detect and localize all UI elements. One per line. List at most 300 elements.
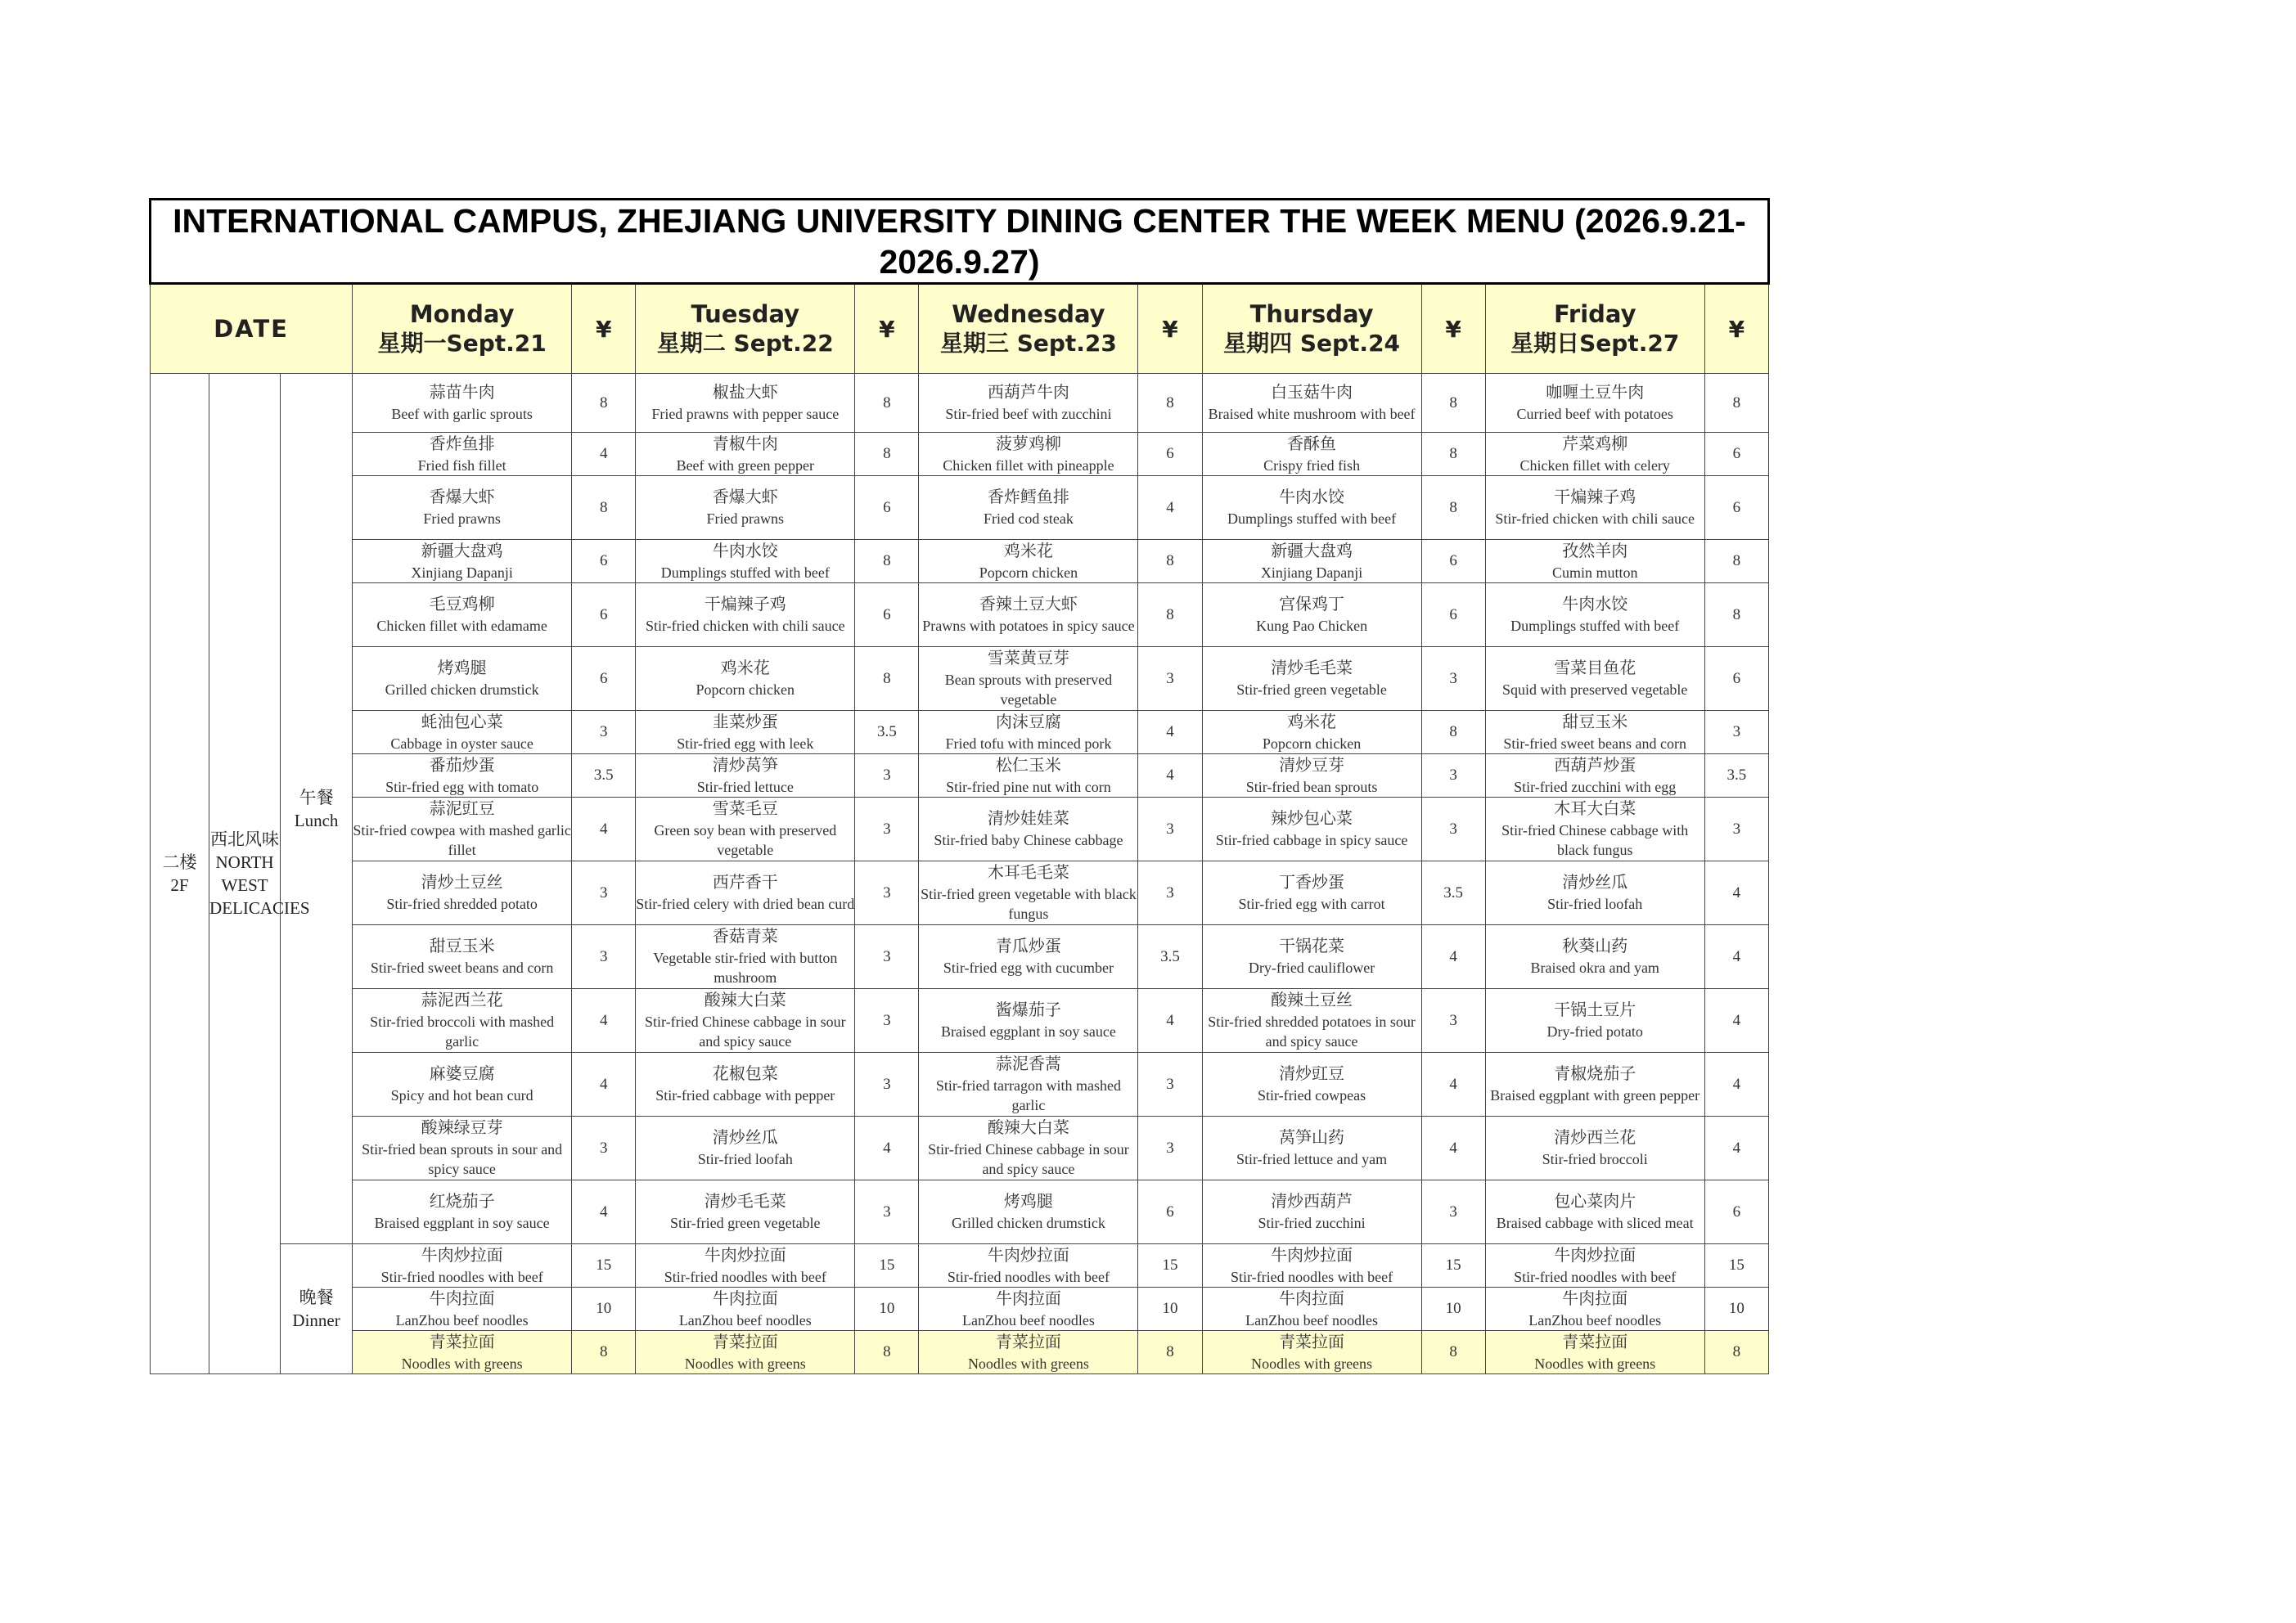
- dish-name-en: Stir-fried noodles with beef: [664, 1268, 826, 1285]
- counter-label-zh: 西北风味: [210, 829, 280, 849]
- dish-price: 4: [1138, 476, 1202, 540]
- dish-name-en: Noodles with greens: [401, 1355, 523, 1372]
- dish-name-en: Vegetable stir-fried with button mushroom: [653, 950, 838, 986]
- dish-cell: [1485, 1288, 1704, 1331]
- dish-cell: [353, 1288, 572, 1331]
- date-header: DATE: [151, 284, 353, 374]
- dish-name-cn: 牛肉水饺: [1562, 596, 1628, 614]
- dish-name-cn: 清炒莴笋: [712, 756, 778, 775]
- header-row: [151, 284, 1769, 374]
- dish-price: 8: [1138, 540, 1202, 583]
- dish-price: 8: [1138, 1331, 1202, 1374]
- dish-name-cn: 丁香炒蛋: [1279, 874, 1345, 892]
- dish-name-en: Bean sprouts with preserved vegetable: [944, 672, 1113, 708]
- dish-name-cn: 秋葵山药: [1562, 937, 1628, 955]
- dish-price: 3.5: [572, 754, 636, 798]
- dish-cell: [1485, 540, 1704, 583]
- dish-name-cn: 香爆大虾: [429, 488, 495, 506]
- dish-name-en: Prawns with potatoes in spicy sauce: [922, 618, 1135, 634]
- dish-name-cn: 酸辣土豆丝: [1271, 991, 1353, 1009]
- dish-price: 3.5: [1421, 861, 1485, 925]
- dish-cell: [1485, 433, 1704, 476]
- dish-name-cn: 菠萝鸡柳: [995, 434, 1061, 453]
- dish-name-en: Dumplings stuffed with beef: [1510, 618, 1680, 634]
- dish-price: 3: [1704, 798, 1768, 861]
- dish-name-cn: 干煸辣子鸡: [704, 596, 786, 614]
- dish-name-cn: 牛肉拉面: [1279, 1289, 1345, 1308]
- dish-price: 6: [1138, 1180, 1202, 1244]
- dish-price: 6: [1138, 433, 1202, 476]
- dish-cell: [1202, 861, 1421, 925]
- dish-name-en: LanZhou beef noodles: [961, 1311, 1095, 1329]
- dish-name-cn: 清炒西兰花: [1554, 1129, 1636, 1147]
- dish-name-cn: 青椒烧茄子: [1554, 1065, 1636, 1083]
- dish-price: 4: [1138, 989, 1202, 1053]
- dish-name-cn: 香炸鳕鱼排: [987, 488, 1069, 506]
- dish-price: 10: [1421, 1288, 1485, 1331]
- day-date: 星期三 Sept.23: [939, 330, 1117, 357]
- dish-name-cn: 芹菜鸡柳: [1562, 434, 1628, 453]
- dish-price: 3: [1138, 861, 1202, 925]
- dish-name-en: Stir-fried baby Chinese cabbage: [934, 832, 1123, 848]
- dish-price: 3: [855, 1053, 919, 1117]
- dish-name-cn: 香炸鱼排: [429, 434, 495, 453]
- price-header: ¥: [572, 284, 636, 374]
- dish-price: 8: [1421, 711, 1485, 754]
- dish-name-cn: 雪菜黄豆芽: [987, 650, 1069, 668]
- dish-name-en: Stir-fried celery with dried bean curd: [636, 896, 855, 912]
- dish-cell: [919, 798, 1138, 861]
- dish-name-en: Stir-fried broccoli with mashed garlic: [370, 1014, 555, 1050]
- dish-price: 8: [1421, 1331, 1485, 1374]
- dish-price: 15: [572, 1244, 636, 1288]
- day-header-thursday: [1202, 284, 1421, 374]
- dish-cell: [353, 476, 572, 540]
- dish-name-en: Stir-fried green vegetable: [1236, 681, 1387, 698]
- dish-price: 3: [1138, 1053, 1202, 1117]
- dish-name-cn: 莴笋山药: [1279, 1129, 1345, 1147]
- counter-label: [209, 374, 310, 1374]
- dish-price: 8: [572, 1331, 636, 1374]
- dish-cell: [1202, 925, 1421, 989]
- day-date: 星期四 Sept.24: [1223, 330, 1401, 357]
- dish-name-cn: 鸡米花: [1287, 713, 1337, 731]
- dish-name-en: Curried beef with potatoes: [1516, 406, 1673, 422]
- dish-name-cn: 干煸辣子鸡: [1554, 488, 1636, 506]
- dish-price: 3: [572, 861, 636, 925]
- dish-name-cn: 牛肉拉面: [429, 1289, 495, 1308]
- dish-price: 8: [855, 1331, 919, 1374]
- dish-name-cn: 鸡米花: [1003, 542, 1053, 560]
- dish-name-en: Stir-fried shredded potatoes in sour and spicy sauce: [1208, 1014, 1416, 1050]
- dinner-row: [151, 1288, 1769, 1331]
- dish-name-cn: 清炒毛毛菜: [704, 1193, 786, 1211]
- dish-price: 3.5: [855, 711, 919, 754]
- dish-name-cn: 清炒西葫芦: [1271, 1193, 1353, 1211]
- dish-price: 4: [855, 1117, 919, 1180]
- dish-price: 4: [1421, 1117, 1485, 1180]
- dish-cell: [919, 1288, 1138, 1331]
- dish-name-cn: 清炒土豆丝: [421, 874, 503, 892]
- dish-price: 8: [1704, 1331, 1768, 1374]
- dish-name-cn: 牛肉炒拉面: [1271, 1246, 1353, 1265]
- dish-name-cn: 宫保鸡丁: [1279, 596, 1345, 614]
- dish-name-en: Grilled chicken drumstick: [385, 681, 539, 698]
- dish-cell: [636, 1053, 855, 1117]
- dish-name-en: Stir-fried egg with carrot: [1238, 896, 1385, 912]
- lunch-row: [151, 1117, 1769, 1180]
- dish-cell: [353, 433, 572, 476]
- dish-name-cn: 西葫芦牛肉: [987, 384, 1069, 402]
- dish-name-cn: 甜豆玉米: [429, 937, 495, 955]
- dish-name-en: Chicken fillet with pineapple: [943, 456, 1114, 474]
- lunch-row: [151, 476, 1769, 540]
- dish-cell: [636, 754, 855, 798]
- dish-name-cn: 牛肉拉面: [712, 1289, 778, 1308]
- dish-name-en: Stir-fried Chinese cabbage in sour and spicy sauce: [928, 1141, 1129, 1177]
- dish-cell: [1485, 1117, 1704, 1180]
- dish-name-en: Stir-fried zucchini with egg: [1514, 778, 1677, 795]
- day-header-friday: [1485, 284, 1704, 374]
- dish-price: 6: [1704, 1180, 1768, 1244]
- dish-name-cn: 蒜泥西兰花: [421, 991, 503, 1009]
- dish-name-cn: 牛肉炒拉面: [987, 1246, 1069, 1265]
- dish-name-cn: 牛肉炒拉面: [421, 1246, 503, 1265]
- dish-name-cn: 松仁玉米: [995, 756, 1061, 775]
- day-name: Tuesday: [691, 300, 800, 328]
- dish-name-en: Fried prawns: [706, 510, 785, 527]
- dish-name-cn: 椒盐大虾: [712, 384, 778, 402]
- dish-name-cn: 西芹香干: [712, 874, 778, 892]
- dish-cell: [636, 540, 855, 583]
- dish-cell: [1202, 711, 1421, 754]
- dish-name-en: Crispy fried fish: [1263, 456, 1361, 474]
- dish-name-cn: 牛肉炒拉面: [704, 1246, 786, 1265]
- dish-name-cn: 香辣土豆大虾: [979, 596, 1078, 614]
- counter-label-en: NORTH WEST DELICACIES: [209, 852, 310, 918]
- dish-name-cn: 甜豆玉米: [1562, 713, 1628, 731]
- dish-cell: [1202, 1117, 1421, 1180]
- dish-name-en: Stir-fried Chinese cabbage with black fungus: [1501, 822, 1689, 858]
- dish-price: 15: [1138, 1244, 1202, 1288]
- dish-name-en: Fried prawns with pepper sauce: [651, 406, 840, 422]
- menu-sheet: [149, 198, 1770, 1374]
- dish-name-en: Popcorn chicken: [696, 681, 795, 698]
- dish-price: 8: [1704, 583, 1768, 647]
- dish-price: 6: [1704, 476, 1768, 540]
- dish-name-en: Beef with green pepper: [676, 456, 814, 474]
- dish-price: 3.5: [1138, 925, 1202, 989]
- dish-name-en: Stir-fried green vegetable: [670, 1215, 821, 1231]
- dish-name-cn: 白玉菇牛肉: [1271, 384, 1353, 402]
- dish-price: 15: [1421, 1244, 1485, 1288]
- dish-name-cn: 毛豆鸡柳: [429, 596, 495, 614]
- dish-name-cn: 红烧茄子: [429, 1193, 495, 1211]
- dish-name-cn: 酱爆茄子: [995, 1001, 1061, 1019]
- dish-name-en: Stir-fried noodles with beef: [947, 1268, 1110, 1285]
- day-date: 星期二 Sept.22: [656, 330, 834, 357]
- dish-name-en: Fried tofu with minced pork: [945, 735, 1112, 752]
- dish-price: 4: [1704, 1117, 1768, 1180]
- dish-name-cn: 酸辣绿豆芽: [421, 1119, 503, 1137]
- dish-cell: [1202, 647, 1421, 711]
- dish-name-cn: 青菜拉面: [1562, 1333, 1628, 1351]
- dish-price: 4: [572, 798, 636, 861]
- dish-price: 8: [1421, 433, 1485, 476]
- dish-name-cn: 牛肉拉面: [995, 1289, 1061, 1308]
- dish-name-en: Braised eggplant with green pepper: [1490, 1087, 1700, 1104]
- dish-name-en: Braised eggplant in soy sauce: [374, 1215, 550, 1231]
- dish-price: 6: [1704, 647, 1768, 711]
- dish-price: 4: [572, 1180, 636, 1244]
- dish-price: 3: [1138, 647, 1202, 711]
- dish-cell: [1202, 989, 1421, 1053]
- dish-name-cn: 新疆大盘鸡: [421, 542, 503, 560]
- dish-price: 4: [572, 1053, 636, 1117]
- dish-name-cn: 酸辣大白菜: [704, 991, 786, 1009]
- dish-name-en: Beef with garlic sprouts: [391, 406, 533, 422]
- dish-name-cn: 鸡米花: [720, 659, 770, 677]
- dish-cell: [1202, 374, 1421, 433]
- dish-name-en: Noodles with greens: [967, 1355, 1089, 1372]
- dish-name-en: LanZhou beef noodles: [1528, 1311, 1662, 1329]
- price-header: ¥: [1704, 284, 1768, 374]
- dish-cell: [1485, 1244, 1704, 1288]
- dish-name-en: Squid with preserved vegetable: [1501, 681, 1688, 698]
- dish-price: 6: [1421, 583, 1485, 647]
- dish-name-en: Fried cod steak: [983, 510, 1074, 527]
- dish-name-en: LanZhou beef noodles: [395, 1311, 529, 1329]
- dish-price: 8: [572, 476, 636, 540]
- dish-price: 3: [1704, 711, 1768, 754]
- dish-price: 4: [1704, 925, 1768, 989]
- dish-price: 8: [1421, 374, 1485, 433]
- dish-cell: [353, 861, 572, 925]
- dish-cell: [353, 583, 572, 647]
- dish-name-cn: 青椒牛肉: [712, 434, 778, 453]
- dish-name-cn: 蒜苗牛肉: [429, 384, 495, 402]
- dish-price: 8: [855, 647, 919, 711]
- day-name: Wednesday: [952, 300, 1105, 328]
- dish-name-en: Xinjiang Dapanji: [1260, 564, 1363, 581]
- dish-price: 10: [572, 1288, 636, 1331]
- dish-name-cn: 清炒丝瓜: [712, 1129, 778, 1147]
- meal-label-lunch-zh: 午餐: [299, 787, 334, 807]
- dish-name-en: Cumin mutton: [1551, 564, 1638, 581]
- dish-name-en: Stir-fried chicken with chili sauce: [646, 618, 845, 634]
- dish-name-en: Kung Pao Chicken: [1256, 618, 1368, 634]
- dish-price: 3: [572, 1117, 636, 1180]
- dish-cell: [636, 647, 855, 711]
- dish-cell: [1202, 583, 1421, 647]
- lunch-row: [151, 861, 1769, 925]
- dish-cell: [1202, 1180, 1421, 1244]
- dish-cell: [636, 1117, 855, 1180]
- dish-cell: [919, 861, 1138, 925]
- dish-name-en: Stir-fried egg with tomato: [385, 778, 539, 795]
- dish-name-cn: 牛肉拉面: [1562, 1289, 1628, 1308]
- dish-name-en: Fried fish fillet: [417, 456, 506, 474]
- dish-price: 8: [855, 540, 919, 583]
- dish-name-en: Stir-fried Chinese cabbage in sour and spicy sauce: [645, 1014, 846, 1050]
- dish-name-cn: 木耳毛毛菜: [987, 864, 1069, 882]
- dish-cell: [1485, 374, 1704, 433]
- dish-name-cn: 蒜泥豇豆: [429, 800, 495, 818]
- dish-price: 10: [855, 1288, 919, 1331]
- dish-cell: [353, 798, 572, 861]
- dish-name-en: Braised white mushroom with beef: [1208, 406, 1416, 422]
- dish-name-en: Stir-fried cowpea with mashed garlic fillet: [353, 822, 571, 858]
- dish-price: 3: [855, 989, 919, 1053]
- dish-name-en: Stir-fried sweet beans and corn: [1503, 735, 1686, 752]
- dish-cell: [353, 1331, 572, 1374]
- dish-price: 4: [1704, 861, 1768, 925]
- dish-price: 3: [855, 925, 919, 989]
- dish-cell: [1485, 647, 1704, 711]
- dish-name-en: Stir-fried bean sprouts in sour and spicy sauce: [362, 1141, 563, 1177]
- dish-name-cn: 酸辣大白菜: [987, 1119, 1069, 1137]
- dish-name-cn: 香菇青菜: [712, 928, 778, 946]
- dish-cell: [919, 1180, 1138, 1244]
- dish-cell: [919, 1053, 1138, 1117]
- dish-name-cn: 西葫芦炒蛋: [1554, 756, 1636, 775]
- dish-cell: [636, 861, 855, 925]
- dish-cell: [1485, 989, 1704, 1053]
- dish-name-cn: 清炒豆芽: [1279, 756, 1345, 775]
- dish-price: 15: [1704, 1244, 1768, 1288]
- dish-name-en: Stir-fried cabbage in spicy sauce: [1215, 832, 1408, 848]
- dish-price: 3: [1421, 798, 1485, 861]
- dish-price: 3.5: [1704, 754, 1768, 798]
- dish-price: 4: [1421, 1053, 1485, 1117]
- dish-name-cn: 香爆大虾: [712, 488, 778, 506]
- dish-price: 3: [855, 754, 919, 798]
- dish-name-cn: 青菜拉面: [1279, 1333, 1345, 1351]
- dish-cell: [919, 925, 1138, 989]
- dish-cell: [1485, 1331, 1704, 1374]
- dish-name-en: Noodles with greens: [1251, 1355, 1373, 1372]
- dish-name-cn: 咖喱土豆牛肉: [1546, 384, 1645, 402]
- dish-cell: [1485, 1180, 1704, 1244]
- dish-name-en: Grilled chicken drumstick: [951, 1215, 1105, 1231]
- dish-name-en: Stir-fried loofah: [697, 1151, 793, 1167]
- dish-price: 3: [1421, 989, 1485, 1053]
- dish-name-cn: 干锅土豆片: [1554, 1001, 1636, 1019]
- dish-name-en: Stir-fried beef with zucchini: [945, 406, 1112, 422]
- dish-name-en: Stir-fried loofah: [1547, 896, 1643, 912]
- dinner-row: [151, 1244, 1769, 1288]
- lunch-row: [151, 798, 1769, 861]
- dish-name-en: Chicken fillet with celery: [1519, 456, 1670, 474]
- dish-name-en: Stir-fried broccoli: [1542, 1151, 1648, 1167]
- dish-name-cn: 番茄炒蛋: [429, 756, 495, 775]
- dish-name-en: Braised cabbage with sliced meat: [1496, 1215, 1694, 1231]
- dish-name-en: Stir-fried cabbage with pepper: [655, 1087, 835, 1104]
- meal-label-dinner-en: Dinner: [292, 1311, 340, 1330]
- dish-cell: [636, 925, 855, 989]
- dish-name-en: Fried prawns: [423, 510, 501, 527]
- lunch-row: [151, 711, 1769, 754]
- dish-cell: [353, 374, 572, 433]
- dish-name-en: Stir-fried bean sprouts: [1245, 778, 1378, 795]
- dish-cell: [636, 989, 855, 1053]
- dish-name-cn: 香酥鱼: [1287, 434, 1337, 453]
- dish-name-en: Dry-fried cauliflower: [1248, 960, 1375, 976]
- dish-name-cn: 麻婆豆腐: [429, 1065, 495, 1083]
- dish-cell: [1202, 798, 1421, 861]
- dish-cell: [919, 540, 1138, 583]
- dish-price: 3: [1421, 1180, 1485, 1244]
- price-header: ¥: [1138, 284, 1202, 374]
- price-header: ¥: [855, 284, 919, 374]
- dish-name-en: Stir-fried zucchini: [1258, 1215, 1366, 1231]
- menu-table: [149, 198, 1770, 1374]
- dish-name-cn: 清炒丝瓜: [1562, 874, 1628, 892]
- dish-cell: [1202, 1244, 1421, 1288]
- dish-cell: [353, 1180, 572, 1244]
- dish-name-en: Dumplings stuffed with beef: [1227, 510, 1397, 527]
- dish-name-en: Noodles with greens: [1534, 1355, 1656, 1372]
- dish-name-en: Stir-fried egg with leek: [677, 735, 814, 752]
- floor-label-zh: 二楼: [162, 852, 197, 872]
- dish-cell: [919, 583, 1138, 647]
- dish-price: 8: [855, 374, 919, 433]
- dish-price: 4: [572, 989, 636, 1053]
- lunch-row: [151, 540, 1769, 583]
- dish-name-cn: 青菜拉面: [712, 1333, 778, 1351]
- dish-name-cn: 牛肉炒拉面: [1554, 1246, 1636, 1265]
- dish-name-en: Dry-fried potato: [1546, 1023, 1643, 1040]
- dish-name-en: Cabbage in oyster sauce: [390, 735, 533, 752]
- dish-cell: [353, 1117, 572, 1180]
- day-name: Thursday: [1249, 300, 1374, 328]
- dish-cell: [1485, 1053, 1704, 1117]
- dish-cell: [636, 1331, 855, 1374]
- lunch-row: [151, 374, 1769, 433]
- dish-price: 3: [1138, 1117, 1202, 1180]
- lunch-row: [151, 1180, 1769, 1244]
- floor-label-en: 2F: [170, 875, 189, 895]
- dish-cell: [1202, 1053, 1421, 1117]
- dish-cell: [1202, 1288, 1421, 1331]
- dish-name-cn: 辣炒包心菜: [1271, 810, 1353, 828]
- dish-price: 3: [855, 1180, 919, 1244]
- dish-name-cn: 清炒豇豆: [1279, 1065, 1345, 1083]
- dish-name-en: Popcorn chicken: [1262, 735, 1362, 752]
- lunch-row: [151, 583, 1769, 647]
- dish-name-cn: 牛肉水饺: [1279, 488, 1345, 506]
- dish-name-en: LanZhou beef noodles: [678, 1311, 812, 1329]
- dish-name-en: Green soy bean with preserved vegetable: [654, 822, 837, 858]
- dish-cell: [353, 711, 572, 754]
- dish-name-en: Braised okra and yam: [1530, 960, 1659, 976]
- dish-name-en: Dumplings stuffed with beef: [660, 564, 830, 581]
- dish-cell: [636, 374, 855, 433]
- dish-price: 4: [1138, 711, 1202, 754]
- dish-name-cn: 花椒包菜: [712, 1065, 778, 1083]
- dish-name-en: Stir-fried noodles with beef: [1514, 1268, 1677, 1285]
- dish-cell: [1485, 798, 1704, 861]
- dish-name-cn: 肉沫豆腐: [995, 713, 1061, 731]
- dish-name-en: Stir-fried sweet beans and corn: [370, 960, 554, 976]
- dish-name-en: Stir-fried tarragon with mashed garlic: [935, 1077, 1121, 1113]
- lunch-row: [151, 989, 1769, 1053]
- dish-name-en: Stir-fried noodles with beef: [380, 1268, 543, 1285]
- dish-cell: [353, 1244, 572, 1288]
- dish-cell: [636, 711, 855, 754]
- dish-price: 8: [1138, 374, 1202, 433]
- dish-name-en: Popcorn chicken: [979, 564, 1078, 581]
